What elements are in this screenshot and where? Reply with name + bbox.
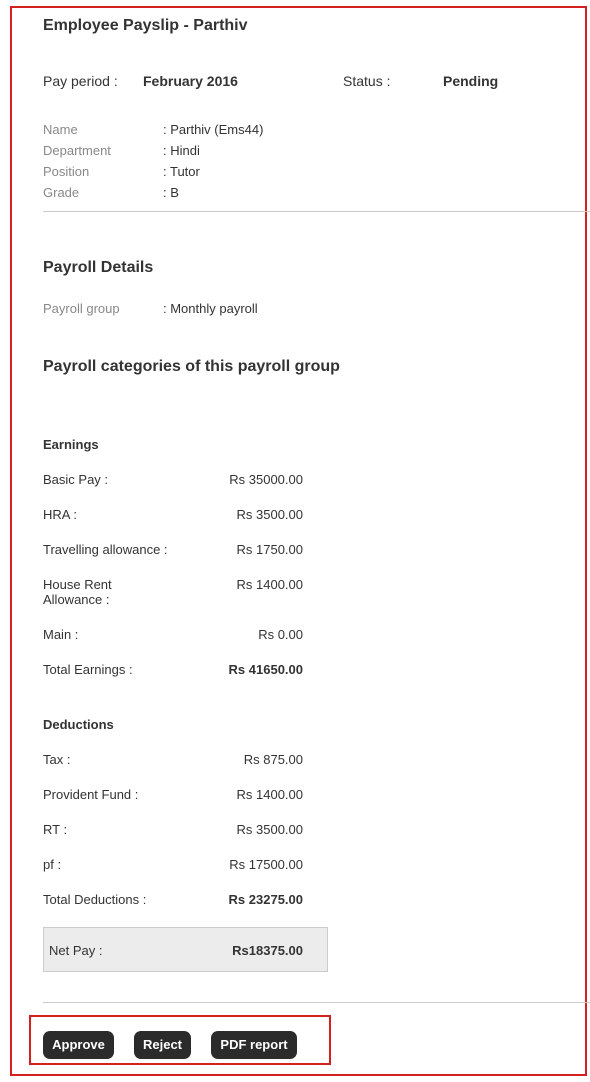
highlight-frame xyxy=(10,6,587,1076)
earning-label: Main : xyxy=(43,627,79,642)
info-label: Grade xyxy=(43,185,80,200)
deduction-label: Tax : xyxy=(43,752,71,767)
total-earnings-label: Total Earnings : xyxy=(43,662,133,677)
total-deductions-amount: Rs 23275.00 xyxy=(228,892,303,907)
deduction-amount: Rs 3500.00 xyxy=(236,822,303,837)
payroll-categories-title: Payroll categories of this payroll group xyxy=(43,358,340,375)
earning-amount: Rs 35000.00 xyxy=(229,472,303,487)
deduction-label: Provident Fund : xyxy=(43,787,139,802)
divider xyxy=(43,211,590,212)
info-value: : Tutor xyxy=(163,164,200,179)
net-pay-amount: Rs18375.00 xyxy=(232,943,303,958)
info-value: : Hindi xyxy=(163,143,200,158)
earning-label: Basic Pay : xyxy=(43,472,109,487)
pdf-report-button[interactable]: PDF report xyxy=(211,1031,297,1059)
info-label: Department xyxy=(43,143,111,158)
earning-label: House Rent Allowance : xyxy=(43,577,112,607)
earning-amount: Rs 1400.00 xyxy=(236,577,303,592)
divider xyxy=(43,1002,590,1003)
info-value: : Parthiv (Ems44) xyxy=(163,122,264,137)
earning-amount: Rs 3500.00 xyxy=(236,507,303,522)
reject-button[interactable]: Reject xyxy=(134,1031,191,1059)
earnings-title: Earnings xyxy=(43,437,99,452)
deductions-title: Deductions xyxy=(43,717,114,732)
pay-period-value: February 2016 xyxy=(143,73,238,89)
payroll-details-title: Payroll Details xyxy=(43,259,154,276)
earning-label: Travelling allowance : xyxy=(43,542,168,557)
deduction-label: RT : xyxy=(43,822,68,837)
info-label: Position xyxy=(43,164,90,179)
deduction-label: pf : xyxy=(43,857,62,872)
total-earnings-amount: Rs 41650.00 xyxy=(228,662,303,677)
earning-label: HRA : xyxy=(43,507,77,522)
approve-button[interactable]: Approve xyxy=(43,1031,114,1059)
earning-amount: Rs 0.00 xyxy=(258,627,303,642)
total-deductions-label: Total Deductions : xyxy=(43,892,147,907)
earning-amount: Rs 1750.00 xyxy=(236,542,303,557)
deduction-amount: Rs 1400.00 xyxy=(236,787,303,802)
net-pay-box xyxy=(43,927,328,972)
deduction-amount: Rs 875.00 xyxy=(243,752,303,767)
status-label: Status : xyxy=(343,73,391,89)
info-label: Name xyxy=(43,122,78,137)
info-value: : Monthly payroll xyxy=(163,301,258,316)
deduction-amount: Rs 17500.00 xyxy=(229,857,303,872)
status-value: Pending xyxy=(443,73,499,89)
net-pay-label: Net Pay : xyxy=(49,943,103,958)
info-label: Payroll group xyxy=(43,301,120,316)
page-title: Employee Payslip - Parthiv xyxy=(43,17,248,34)
pay-period-label: Pay period : xyxy=(43,73,118,89)
info-value: : B xyxy=(163,185,179,200)
